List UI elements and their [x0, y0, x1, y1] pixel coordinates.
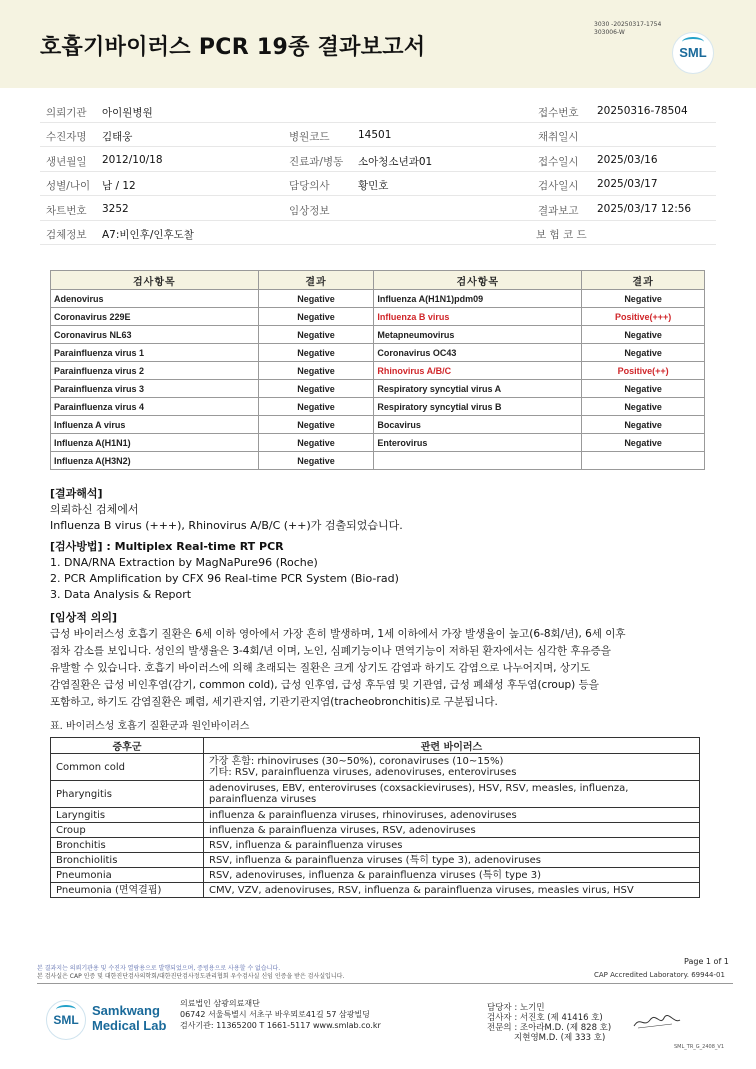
label-hospital-code: 병원코드 — [289, 131, 330, 143]
test-item: Parainfluenza virus 3 — [51, 380, 259, 398]
label-receipt-no: 접수번호 — [538, 107, 579, 119]
staff-line: 전문의 : 조아라M.D. (제 828 호) — [487, 1023, 612, 1033]
test-result-positive: Positive(++) — [582, 362, 705, 380]
footer-divider — [37, 983, 733, 984]
info-row-6 — [40, 221, 716, 245]
test-item: Influenza A(H1N1) — [51, 434, 259, 452]
document-code-line-1: 3030 -20250317-1754 — [594, 21, 662, 28]
test-item: Respiratory syncytial virus A — [374, 380, 582, 398]
label-subject: 수진자명 — [46, 131, 87, 143]
method-step: 1. DNA/RNA Extraction by MagNaPure96 (Roche) — [50, 556, 318, 569]
label-birth: 생년월일 — [46, 156, 87, 168]
syndrome-name: Bronchiolitis — [51, 853, 204, 868]
test-result: Negative — [582, 434, 705, 452]
value-birth: 2012/10/18 — [102, 154, 163, 166]
test-item: Coronavirus NL63 — [51, 326, 259, 344]
info-row-4 — [40, 172, 716, 196]
clinical-line: 포함하고, 하기도 감염질환은 폐렴, 세기관지염, 기관기관지염(tracheobronchitis)로 구분됩니다. — [50, 696, 498, 708]
test-result-positive: Positive(+++) — [582, 308, 705, 326]
logo-text: SML — [679, 45, 707, 60]
info-row-5 — [40, 197, 716, 221]
value-test-date: 2025/03/17 — [597, 178, 658, 190]
document-code-line-2: 303006-W — [594, 29, 625, 36]
header-viruses: 관련 바이러스 — [204, 738, 700, 754]
test-item: Parainfluenza virus 2 — [51, 362, 259, 380]
signature-icon — [632, 1012, 682, 1032]
value-hospital-code: 14501 — [358, 129, 392, 141]
test-item: Influenza A(H1N1)pdm09 — [374, 290, 582, 308]
label-test-date: 검사일시 — [538, 180, 579, 192]
clinical-line: 점차 감소를 보입니다. 성인의 발생율은 3-4회/년 이며, 노인, 심폐기능이나 면역기능이 저하된 환자에서는 심각한 후유증을 — [50, 645, 611, 657]
interpretation-line: Influenza B virus (+++), Rhinovirus A/B/C (++)가 검출되었습니다. — [50, 519, 403, 532]
label-clinical-info: 임상정보 — [289, 205, 330, 217]
test-result: Negative — [258, 362, 374, 380]
clinical-line: 급성 바이러스성 호흡기 질환은 6세 이하 영아에서 가장 흔히 발생하며, 1세 이하에서 가장 발생율이 높고(6-8회/년), 6세 이후 — [50, 628, 626, 640]
test-result: Negative — [258, 290, 374, 308]
info-row-1 — [40, 99, 716, 123]
test-result: Negative — [582, 326, 705, 344]
sml-footer-logo-icon — [46, 1000, 86, 1040]
syndrome-name: Bronchitis — [51, 838, 204, 853]
syndrome-caption: 표. 바이러스성 호흡기 질환군과 원인바이러스 — [50, 721, 250, 732]
table-row — [51, 808, 700, 823]
page-title: 호흡기바이러스 PCR 19종 결과보고서 — [40, 35, 426, 60]
syndrome-viruses: RSV, adenoviruses, influenza & parainfluenza viruses (특히 type 3) — [204, 868, 700, 883]
table-row — [51, 344, 705, 362]
test-item: Influenza A(H3N2) — [51, 452, 259, 470]
virus-line: 기타: RSV, parainfluenza viruses, adenoviruses, enteroviruses — [209, 767, 517, 778]
value-receipt-no: 20250316-78504 — [597, 105, 688, 117]
syndrome-viruses — [204, 781, 700, 808]
header-result: 결과 — [258, 271, 374, 290]
label-chart-no: 차트번호 — [46, 205, 87, 217]
test-result: Negative — [582, 344, 705, 362]
table-row — [51, 868, 700, 883]
table-row — [51, 452, 705, 470]
document-code — [594, 21, 661, 37]
header-test-item: 검사항목 — [374, 271, 582, 290]
table-row — [51, 398, 705, 416]
value-institution: 아이원병원 — [102, 107, 153, 119]
test-item: Parainfluenza virus 1 — [51, 344, 259, 362]
test-item: Coronavirus OC43 — [374, 344, 582, 362]
test-result: Negative — [258, 434, 374, 452]
method-step: 3. Data Analysis & Report — [50, 588, 192, 601]
syndrome-header-row — [51, 738, 700, 754]
test-result — [582, 452, 705, 470]
test-item: Bocavirus — [374, 416, 582, 434]
label-doctor: 담당의사 — [289, 180, 330, 192]
syndrome-name: Laryngitis — [51, 808, 204, 823]
virus-line: 가장 흔함: rhinoviruses (30~50%), coronaviruses (10~15%) — [209, 756, 504, 767]
header-syndrome: 증후군 — [51, 738, 204, 754]
syndrome-viruses: influenza & parainfluenza viruses, RSV, adenoviruses — [204, 823, 700, 838]
test-item: Enterovirus — [374, 434, 582, 452]
test-result: Negative — [258, 380, 374, 398]
interpretation-title: [결과해석] — [50, 487, 103, 500]
table-row — [51, 290, 705, 308]
logo-text: SML — [53, 1013, 79, 1027]
staff-line: 검사자 : 서진호 (제 41416 호) — [487, 1013, 603, 1023]
table-row — [51, 362, 705, 380]
info-row-2 — [40, 123, 716, 147]
syndrome-name: Common cold — [51, 754, 204, 781]
table-row — [51, 380, 705, 398]
staff-block — [487, 1003, 611, 1043]
table-row — [51, 754, 700, 781]
test-item: Adenovirus — [51, 290, 259, 308]
test-result: Negative — [258, 452, 374, 470]
label-specimen: 검체정보 — [46, 229, 87, 241]
label-insurance: 보 험 코 드 — [536, 229, 587, 241]
table-row — [51, 308, 705, 326]
footer-note-1: 본 결과지는 의뢰기관용 및 수진자 열람용으로 발행되었으며, 증빙용으로 사용할 수 없습니다. — [37, 965, 281, 972]
table-row — [51, 838, 700, 853]
syndrome-viruses: RSV, influenza & parainfluenza viruses (특히 type 3), adenoviruses — [204, 853, 700, 868]
staff-line: 담당자 : 노기민 — [487, 1003, 545, 1013]
header-result: 결과 — [582, 271, 705, 290]
results-header-row — [51, 271, 705, 290]
address-line: 검사기관: 11365200 T 1661-5117 www.smlab.co.kr — [180, 1021, 381, 1030]
test-result: Negative — [582, 398, 705, 416]
test-item: Metapneumovirus — [374, 326, 582, 344]
value-receipt-date: 2025/03/16 — [597, 154, 658, 166]
test-item: Parainfluenza virus 4 — [51, 398, 259, 416]
staff-line: 지현영M.D. (제 333 호) — [487, 1033, 606, 1043]
syndrome-name: Pneumonia — [51, 868, 204, 883]
virus-line: parainfluenza viruses — [209, 794, 317, 805]
label-department: 진료과/병동 — [289, 156, 344, 168]
test-result: Negative — [258, 344, 374, 362]
method-step: 2. PCR Amplification by CFX 96 Real-time PCR System (Bio-rad) — [50, 572, 399, 585]
syndrome-name: Pneumonia (면역결핍) — [51, 883, 204, 898]
test-result: Negative — [582, 290, 705, 308]
clinical-line: 감염질환은 급성 비인후염(감기, common cold), 급성 인후염, 급성 후두염 및 기관염, 급성 폐쇄성 후두염(croup) 등을 — [50, 679, 599, 691]
brand-name — [92, 1003, 166, 1033]
method-section — [50, 539, 399, 603]
form-code: SML_TR_G_2408_V1 — [674, 1044, 725, 1050]
value-chart-no: 3252 — [102, 203, 129, 215]
header-test-item: 검사항목 — [51, 271, 259, 290]
test-item: Coronavirus 229E — [51, 308, 259, 326]
syndrome-name: Croup — [51, 823, 204, 838]
clinical-title-text: [임상적 의의] — [50, 611, 118, 624]
syndrome-viruses — [204, 754, 700, 781]
table-row — [51, 853, 700, 868]
table-row — [51, 326, 705, 344]
test-result: Negative — [582, 380, 705, 398]
table-row — [51, 883, 700, 898]
cap-accreditation: CAP Accredited Laboratory. 69944-01 — [594, 971, 725, 979]
test-result: Negative — [258, 416, 374, 434]
table-row — [51, 781, 700, 808]
syndrome-viruses: CMV, VZV, adenoviruses, RSV, influenza & parainfluenza viruses, measles virus, HSV — [204, 883, 700, 898]
table-row — [51, 416, 705, 434]
virus-line: adenoviruses, EBV, enteroviruses (coxsackieviruses), HSV, RSV, measles, influenza, — [209, 783, 629, 794]
test-result: Negative — [258, 398, 374, 416]
address-block — [180, 998, 381, 1031]
syndrome-name: Pharyngitis — [51, 781, 204, 808]
test-item: Respiratory syncytial virus B — [374, 398, 582, 416]
syndrome-viruses: RSV, influenza & parainfluenza viruses — [204, 838, 700, 853]
test-result: Negative — [582, 416, 705, 434]
page-number: Page 1 of 1 — [684, 957, 729, 966]
table-row — [51, 823, 700, 838]
brand-line-2: Medical Lab — [92, 1018, 167, 1033]
interpretation-line: 의뢰하신 검체에서 — [50, 503, 139, 516]
test-item: Influenza A virus — [51, 416, 259, 434]
value-subject: 김태웅 — [102, 131, 133, 143]
clinical-paragraph — [50, 626, 710, 711]
clinical-title — [50, 610, 117, 626]
label-receipt-date: 접수일시 — [538, 156, 579, 168]
interpretation-section — [50, 486, 403, 534]
footer-note-2: 본 검사실은 CAP 인증 및 대한진단검사의학회/대한진단검사정도관리협회 우수검사실 신임 인증을 받은 검사실입니다. — [37, 973, 345, 980]
value-sex-age: 남 / 12 — [102, 180, 136, 192]
address-line: 06742 서울특별시 서초구 바우뫼로41길 57 삼광빌딩 — [180, 1010, 370, 1019]
test-result: Negative — [258, 326, 374, 344]
value-report-date: 2025/03/17 12:56 — [597, 203, 692, 215]
test-result: Negative — [258, 308, 374, 326]
syndrome-viruses: influenza & parainfluenza viruses, rhinoviruses, adenoviruses — [204, 808, 700, 823]
value-specimen: A7:비인후/인후도찰 — [102, 229, 194, 241]
results-table — [50, 270, 705, 470]
label-report-date: 결과보고 — [538, 205, 579, 217]
test-item — [374, 452, 582, 470]
address-line: 의료법인 삼광의료재단 — [180, 999, 260, 1008]
test-item-positive: Rhinovirus A/B/C — [374, 362, 582, 380]
info-row-3 — [40, 148, 716, 172]
label-sex-age: 성별/나이 — [46, 180, 91, 192]
method-title: [검사방법] : Multiplex Real-time RT PCR — [50, 540, 284, 553]
clinical-line: 유발할 수 있습니다. 호흡기 바이러스에 의해 초래되는 질환은 크게 상기도 감염과 하기도 감염으로 나누어지며, 상기도 — [50, 662, 591, 674]
label-institution: 의뢰기관 — [46, 107, 87, 119]
table-row — [51, 434, 705, 452]
syndrome-table — [50, 737, 700, 898]
brand-line-1: Samkwang — [92, 1003, 160, 1018]
value-department: 소아청소년과01 — [358, 156, 433, 168]
label-collection-date: 채취일시 — [538, 131, 579, 143]
value-doctor: 황민호 — [358, 180, 389, 192]
test-item-positive: Influenza B virus — [374, 308, 582, 326]
sml-logo-icon — [672, 32, 714, 74]
